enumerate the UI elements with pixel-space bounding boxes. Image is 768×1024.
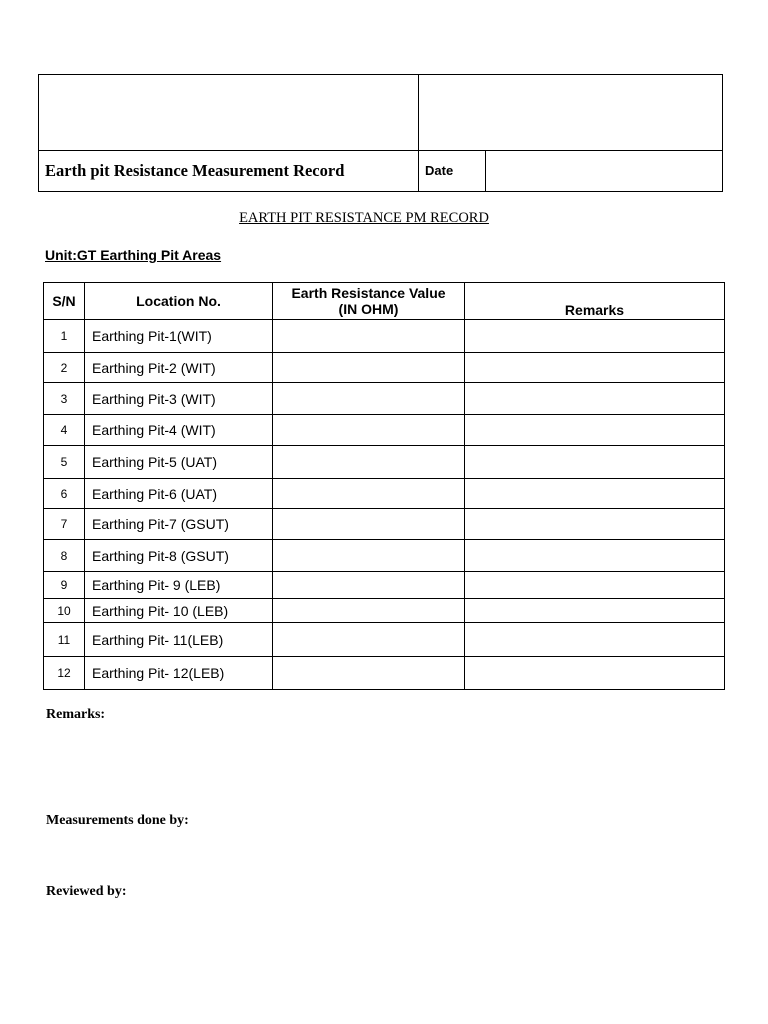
table-row	[44, 509, 725, 540]
table-row	[44, 540, 725, 572]
page-heading: EARTH PIT RESISTANCE PM RECORD	[239, 210, 489, 226]
header-divider-vertical	[418, 75, 419, 192]
cell-location: Earthing Pit-5 (UAT)	[85, 446, 273, 479]
cell-location: Earthing Pit- 10 (LEB)	[85, 599, 273, 623]
cell-remarks[interactable]	[465, 415, 725, 446]
date-field[interactable]	[491, 155, 716, 187]
cell-resistance[interactable]	[273, 657, 465, 690]
cell-location: Earthing Pit-6 (UAT)	[85, 479, 273, 509]
resistance-header-line1: Earth Resistance Value	[291, 285, 446, 301]
header-box	[38, 74, 723, 192]
cell-resistance[interactable]	[273, 415, 465, 446]
cell-location: Earthing Pit-2 (WIT)	[85, 353, 273, 383]
cell-sn: 6	[44, 479, 85, 509]
table-body	[44, 320, 725, 690]
cell-remarks[interactable]	[465, 446, 725, 479]
reviewed-by-label: Reviewed by:	[46, 884, 127, 899]
table-row	[44, 353, 725, 383]
cell-remarks[interactable]	[465, 353, 725, 383]
cell-resistance[interactable]	[273, 509, 465, 540]
table-row	[44, 320, 725, 353]
cell-sn: 4	[44, 415, 85, 446]
cell-remarks[interactable]	[465, 383, 725, 415]
measured-by-label: Measurements done by:	[46, 813, 189, 828]
remarks-label: Remarks:	[46, 707, 106, 722]
table-row	[44, 383, 725, 415]
cell-resistance[interactable]	[273, 446, 465, 479]
cell-resistance[interactable]	[273, 623, 465, 657]
cell-location: Earthing Pit-4 (WIT)	[85, 415, 273, 446]
cell-location: Earthing Pit-8 (GSUT)	[85, 540, 273, 572]
cell-sn: 1	[44, 320, 85, 353]
column-header-sn: S/N	[44, 283, 85, 320]
cell-location: Earthing Pit-1(WIT)	[85, 320, 273, 353]
record-table	[43, 282, 725, 690]
cell-sn: 12	[44, 657, 85, 690]
cell-remarks[interactable]	[465, 320, 725, 353]
date-label: Date	[425, 163, 454, 178]
cell-remarks[interactable]	[465, 479, 725, 509]
cell-resistance[interactable]	[273, 540, 465, 572]
document-title: Earth pit Resistance Measurement Record	[45, 161, 345, 180]
table-row	[44, 623, 725, 657]
cell-location: Earthing Pit- 12(LEB)	[85, 657, 273, 690]
cell-location: Earthing Pit-3 (WIT)	[85, 383, 273, 415]
column-header-remarks: Remarks	[465, 283, 725, 320]
cell-remarks[interactable]	[465, 572, 725, 599]
cell-remarks[interactable]	[465, 657, 725, 690]
cell-sn: 8	[44, 540, 85, 572]
cell-remarks[interactable]	[465, 623, 725, 657]
cell-sn: 3	[44, 383, 85, 415]
column-header-location: Location No.	[85, 283, 273, 320]
cell-sn: 2	[44, 353, 85, 383]
cell-remarks[interactable]	[465, 599, 725, 623]
table-row	[44, 415, 725, 446]
table-row	[44, 446, 725, 479]
cell-location: Earthing Pit- 11(LEB)	[85, 623, 273, 657]
date-divider	[485, 150, 486, 192]
cell-sn: 11	[44, 623, 85, 657]
column-header-resistance	[273, 283, 465, 320]
table-row	[44, 479, 725, 509]
cell-sn: 10	[44, 599, 85, 623]
cell-sn: 9	[44, 572, 85, 599]
table-row	[44, 599, 725, 623]
cell-resistance[interactable]	[273, 479, 465, 509]
cell-location: Earthing Pit- 9 (LEB)	[85, 572, 273, 599]
cell-resistance[interactable]	[273, 353, 465, 383]
resistance-header-line2: (IN OHM)	[338, 301, 399, 317]
cell-resistance[interactable]	[273, 599, 465, 623]
cell-remarks[interactable]	[465, 509, 725, 540]
table-row	[44, 572, 725, 599]
cell-resistance[interactable]	[273, 383, 465, 415]
table-header-row	[44, 283, 725, 320]
cell-remarks[interactable]	[465, 540, 725, 572]
cell-location: Earthing Pit-7 (GSUT)	[85, 509, 273, 540]
cell-resistance[interactable]	[273, 320, 465, 353]
table-row	[44, 657, 725, 690]
cell-resistance[interactable]	[273, 572, 465, 599]
unit-label: Unit:GT Earthing Pit Areas	[45, 247, 222, 263]
cell-sn: 7	[44, 509, 85, 540]
cell-sn: 5	[44, 446, 85, 479]
